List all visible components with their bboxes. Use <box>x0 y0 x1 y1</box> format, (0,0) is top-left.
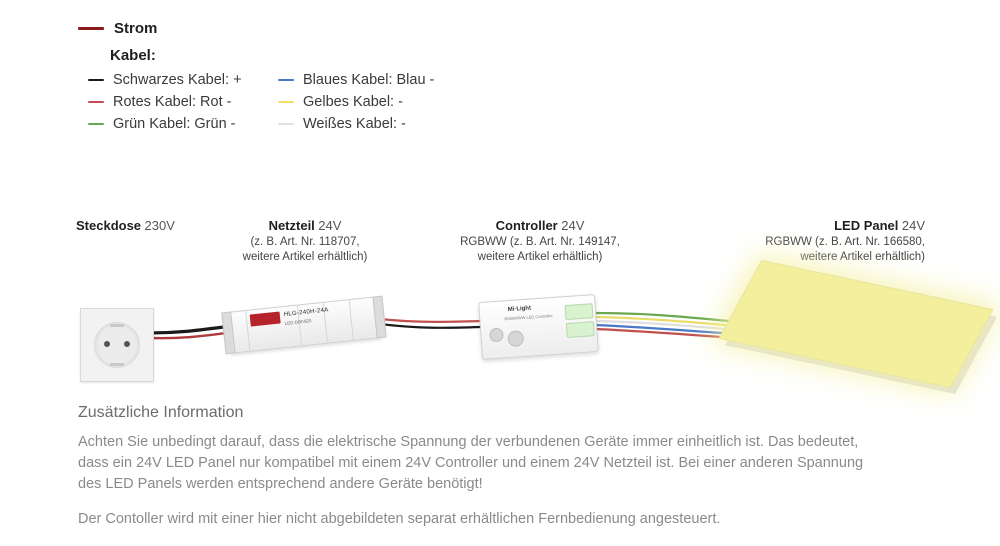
power-line-swatch <box>78 27 104 30</box>
controller-model-label: RGBW/WW LED Controller <box>504 312 553 322</box>
info-paragraph: Achten Sie unbedingt darauf, dass die elektrische Spannung der verbundenen Geräte immer einheitlich ist. Das bedeutet, dass ein 24V LED Panel nur kompatibel mit einem 24V Controller und einem 24V Netzteil ist. Bei einer anderen Spannung des LED Panels werden entsprechend andere Geräte benötigt! <box>78 434 864 493</box>
wire-dc-red <box>380 319 482 322</box>
legend-item <box>278 94 478 110</box>
socket-hole-icon <box>124 341 130 347</box>
cable-color-swatch <box>88 123 104 125</box>
cable-color-swatch <box>88 101 104 103</box>
legend-item <box>88 94 278 110</box>
component-name: Steckdose <box>76 218 142 233</box>
led-panel-surface <box>719 260 994 388</box>
legend-item-label: Gelbes Kabel: - <box>303 94 403 110</box>
legend-item <box>88 72 278 88</box>
controller-output-terminal <box>566 321 595 338</box>
socket-earth-clip <box>110 324 124 327</box>
socket-recess <box>94 322 140 368</box>
legend-title-row <box>78 20 598 37</box>
controller-port-icon <box>507 330 524 347</box>
legend-item-label: Weißes Kabel: - <box>303 116 406 132</box>
legend-items <box>88 72 598 132</box>
wire-mains-black <box>150 326 232 333</box>
component-sub-line: weitere Artikel erhältlich) <box>800 251 925 264</box>
legend-item-label: Rotes Kabel: Rot - <box>113 94 232 110</box>
component-sub-line: weitere Artikel erhältlich) <box>242 251 368 264</box>
wall-socket <box>80 308 154 382</box>
component-name: LED Panel <box>834 218 899 233</box>
component-sub-line: (z. B. Art. Nr. 118707, <box>250 235 360 248</box>
component-sub-line: weitere Artikel erhältlich) <box>477 251 603 264</box>
component-voltage: 24V <box>318 218 342 233</box>
led-panel-device <box>740 280 990 390</box>
legend-item <box>88 116 278 132</box>
cable-color-swatch <box>278 123 294 125</box>
legend-item-label: Blaues Kabel: Blau - <box>303 72 435 88</box>
wire-dc-black <box>380 324 482 328</box>
component-voltage: 230V <box>144 218 175 233</box>
component-name: Netzteil <box>268 218 315 233</box>
info-heading: Zusätzliche Information <box>78 404 244 421</box>
controller-port-icon <box>489 327 504 342</box>
led-controller-device <box>478 294 599 360</box>
cable-legend <box>78 20 598 132</box>
cable-color-swatch <box>88 79 104 81</box>
psu-note-label: LED DRIVER <box>284 318 312 326</box>
psu-brand-stripe <box>250 311 281 326</box>
socket-hole-icon <box>104 341 110 347</box>
legend-title: Strom <box>114 20 158 37</box>
legend-item <box>278 116 478 132</box>
legend-item <box>278 72 478 88</box>
component-sub-line: RGBWW (z. B. Art. Nr. 149147, <box>460 235 620 248</box>
controller-output-terminal <box>565 303 594 320</box>
legend-cables-heading: Kabel: <box>110 47 156 64</box>
legend-item-label: Schwarzes Kabel: + <box>113 72 242 88</box>
component-name: Controller <box>495 218 558 233</box>
component-voltage: 24V <box>561 218 585 233</box>
info-paragraph: Der Contoller wird mit einer hier nicht abgebildeten separat erhältlichen Fernbedienung angesteuert. <box>78 511 721 528</box>
controller-logo-label: Mi·Light <box>507 305 532 314</box>
cable-color-swatch <box>278 79 294 81</box>
psu-brand-label: HLG-240H-24A <box>283 307 329 319</box>
component-voltage: 24V <box>901 218 925 233</box>
additional-information <box>78 404 878 544</box>
cable-color-swatch <box>278 101 294 103</box>
socket-earth-clip <box>110 363 124 366</box>
component-sub-line: RGBWW (z. B. Art. Nr. 166580, <box>765 235 925 248</box>
wiring-diagram <box>0 180 1000 400</box>
legend-item-label: Grün Kabel: Grün - <box>113 116 236 132</box>
